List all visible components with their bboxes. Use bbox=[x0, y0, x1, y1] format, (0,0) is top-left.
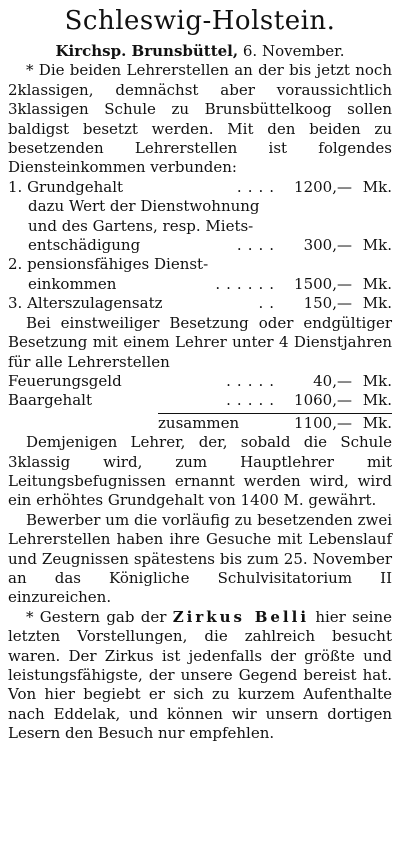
item-label: und des Gartens, resp. Miets- bbox=[28, 216, 254, 235]
item-unit: Mk. bbox=[362, 391, 392, 410]
salary-list bbox=[8, 178, 392, 314]
list-item bbox=[8, 294, 392, 313]
item-amount: 1500,— bbox=[294, 274, 352, 293]
provisional-list bbox=[8, 372, 392, 433]
item-unit: Mk. bbox=[362, 294, 392, 313]
circus-name: Zirkus Belli bbox=[172, 607, 310, 626]
applicants-paragraph: Bewerber um die vorläufig zu besetzenden zwei Lehrerstellen haben ihre Gesuche mit Lebenslauf und Zeugnissen spätestens bis zum 25. November an das Königliche Schulvisitatorium II einzureichen. bbox=[8, 510, 392, 607]
list-item bbox=[8, 197, 392, 216]
item-leader: .. bbox=[258, 294, 280, 313]
dateline-date: 6. November. bbox=[242, 42, 345, 60]
total-unit: Mk. bbox=[362, 413, 392, 432]
item-amount: 40,— bbox=[313, 371, 352, 390]
item-label: 1. Grundgehalt bbox=[8, 177, 124, 196]
item-label: Feuerungsgeld bbox=[8, 371, 122, 390]
item-label: 2. pensionsfähiges Dienst- bbox=[8, 255, 209, 274]
item-label: Baargehalt bbox=[8, 391, 92, 410]
item-leader: ..... bbox=[226, 391, 280, 410]
item-amount: 300,— bbox=[303, 236, 352, 255]
item-unit: Mk. bbox=[362, 177, 392, 196]
item-label: einkommen bbox=[28, 274, 117, 293]
circus-text-rest: hier seine letzten Vorstellungen, die zahlreich besucht waren. Der Zirkus ist jedenfalls der größte und leistungsfähigste, der unsere Gegend bereist hat. Von hier begiebt er sich zu kurzem Aufenthalte nach Eddelak, und können wir unsern dortigen Lesern den Besuch nur empfehlen. bbox=[8, 607, 392, 743]
circus-paragraph bbox=[8, 608, 392, 744]
item-label: entschädigung bbox=[28, 236, 141, 255]
list-item bbox=[8, 178, 392, 197]
list-item bbox=[8, 255, 392, 274]
dateline bbox=[8, 42, 392, 61]
item-amount: 1060,— bbox=[294, 391, 352, 410]
item-leader: ..... bbox=[226, 371, 280, 390]
total-amount: 1100,— bbox=[294, 413, 352, 432]
section-title: Schleswig-Holstein. bbox=[64, 6, 336, 36]
list-item bbox=[8, 217, 392, 236]
total-label: zusammen bbox=[158, 413, 240, 432]
item-unit: Mk. bbox=[362, 274, 392, 293]
item-leader: .... bbox=[236, 177, 280, 196]
intro-paragraph: * Die beiden Lehrerstellen an der bis jetzt noch 2klassigen, demnächst aber voraussichtlich 3klassigen Schule zu Brunsbüttelkoog sollen baldigst besetzt werden. Mit den beiden zu besetzenden Lehrerstellen ist folgendes Diensteinkommen verbunden: bbox=[8, 61, 392, 177]
head-teacher-paragraph: Demjenigen Lehrer, der, sobald die Schule 3klassig wird, zum Hauptlehrer mit Leitungsbefugnissen ernannt werden wird, wird ein erhöhtes Grundgehalt von 1400 M. gewährt. bbox=[8, 433, 392, 510]
item-leader: .... bbox=[236, 236, 280, 255]
list-item bbox=[8, 275, 392, 294]
item-amount: 1200,— bbox=[294, 177, 352, 196]
item-label: dazu Wert der Dienstwohnung bbox=[28, 197, 260, 216]
item-label: 3. Alterszulagensatz bbox=[8, 294, 163, 313]
list-item bbox=[8, 236, 392, 255]
item-amount: 150,— bbox=[303, 294, 352, 313]
list-item bbox=[8, 391, 392, 410]
list-item bbox=[8, 372, 392, 391]
total-row bbox=[158, 413, 392, 433]
provisional-paragraph: Bei einstweiliger Besetzung oder endgültiger Besetzung mit einem Lehrer unter 4 Dienstjahren für alle Lehrerstellen bbox=[8, 313, 392, 371]
item-leader: ...... bbox=[215, 274, 280, 293]
circus-text-start: * Gestern gab der bbox=[26, 607, 167, 626]
dateline-place: Kirchsp. Brunsbüttel, bbox=[55, 42, 239, 60]
item-unit: Mk. bbox=[362, 371, 392, 390]
item-unit: Mk. bbox=[362, 236, 392, 255]
